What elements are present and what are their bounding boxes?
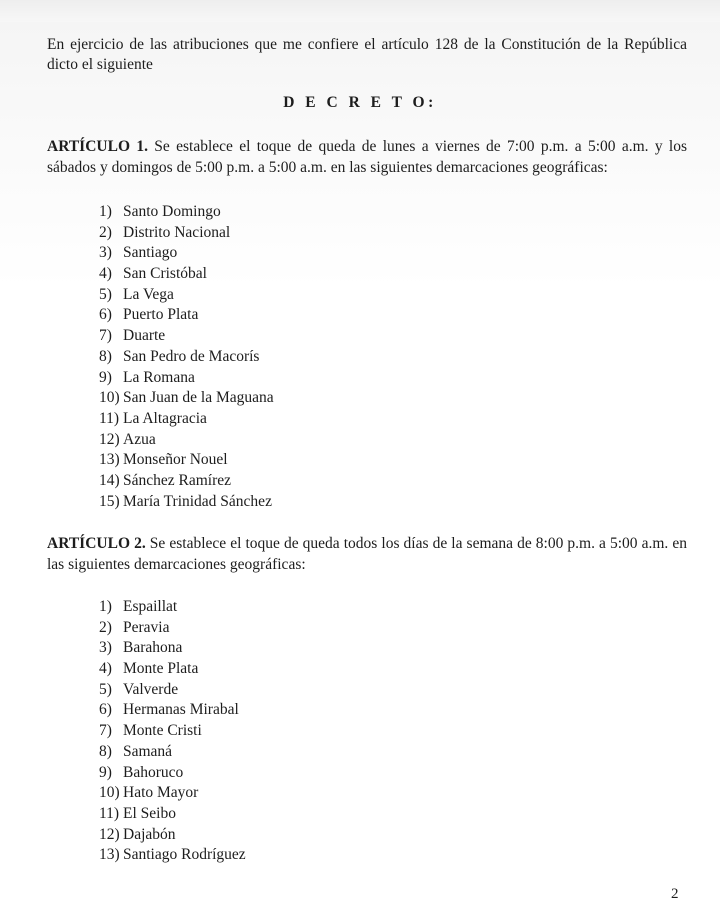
list-item-name: Espaillat	[123, 598, 178, 615]
list-item-number: 1)	[99, 203, 112, 220]
article-2	[47, 533, 687, 575]
list-item-name: Monte Cristi	[123, 722, 202, 740]
list-item-name: La Altagracia	[123, 409, 207, 427]
list-item-number: 4)	[99, 265, 112, 283]
decree-heading: D E C R E T O:	[283, 94, 437, 111]
list-item	[99, 721, 246, 742]
list-item-name: El Seibo	[123, 804, 176, 822]
list-item-number: 12)	[99, 430, 120, 448]
list-item-number: 6)	[99, 306, 112, 324]
list-item-number: 2)	[99, 618, 112, 636]
list-item	[99, 845, 246, 866]
list-item-number: 11)	[99, 409, 120, 427]
list-item	[99, 471, 274, 492]
list-item-name: San Juan de la Maguana	[123, 389, 274, 407]
article-1	[47, 136, 687, 178]
list-item-name: Hermanas Mirabal	[123, 701, 239, 719]
previous-page-edge	[0, 0, 720, 23]
list-item-name: Distrito Nacional	[123, 223, 231, 241]
list-item-number: 7)	[99, 327, 112, 345]
list-item-name: María Trinidad Sánchez	[123, 492, 272, 510]
list-item-number: 9)	[99, 763, 112, 781]
list-item	[99, 347, 274, 368]
intro-paragraph: En ejercicio de las atribuciones que me confiere el artículo 128 de la Constitución de la República dicto el siguiente	[47, 36, 687, 73]
list-item	[99, 305, 274, 326]
list-item-number: 4)	[99, 660, 112, 678]
list-item-name: Samaná	[123, 742, 173, 760]
list-item-name: Barahona	[123, 639, 183, 657]
list-item	[99, 763, 246, 784]
list-item-number: 11)	[99, 804, 120, 822]
page-number: 2	[671, 886, 679, 902]
list-item-number: 3)	[99, 639, 112, 657]
list-item-name: San Cristóbal	[123, 265, 207, 283]
article-1-text: Se establece el toque de queda de lunes a viernes de 7:00 p.m. a 5:00 a.m. y los sábados y domingos de 5:00 p.m. a 5:00 a.m. en las siguientes demarcaciones geográficas:	[47, 138, 688, 176]
article-1-province-list	[99, 202, 274, 512]
list-item-name: Hato Mayor	[123, 784, 199, 802]
list-item-number: 10)	[99, 784, 120, 802]
list-item-name: Dajabón	[123, 825, 176, 843]
list-item-name: Valverde	[123, 680, 179, 698]
list-item	[99, 597, 246, 618]
list-item	[99, 368, 274, 389]
list-item-number: 13)	[99, 846, 120, 864]
list-item-name: Sánchez Ramírez	[123, 471, 232, 489]
document-page	[0, 22, 720, 909]
list-item-name: Bahoruco	[123, 763, 184, 781]
list-item-number: 5)	[99, 285, 112, 303]
list-item	[99, 742, 246, 763]
list-item-name: Duarte	[123, 327, 166, 345]
list-item-number: 13)	[99, 451, 120, 469]
list-item	[99, 388, 274, 409]
list-item-number: 8)	[99, 347, 112, 365]
list-item-name: Santiago	[123, 244, 178, 262]
list-item	[99, 450, 274, 471]
list-item-name: La Romana	[123, 368, 195, 386]
list-item-name: Puerto Plata	[123, 306, 199, 324]
list-item-number: 14)	[99, 471, 120, 489]
article-2-text: Se establece el toque de queda todos los días de la semana de 8:00 p.m. a 5:00 a.m. en las siguientes demarcaciones geográficas:	[47, 535, 688, 573]
list-item	[99, 409, 274, 430]
list-item-name: Monseñor Nouel	[123, 451, 228, 469]
list-item	[99, 659, 246, 680]
list-item-number: 6)	[99, 701, 112, 719]
list-item	[99, 492, 274, 513]
list-item	[99, 618, 246, 639]
list-item-number: 10)	[99, 389, 120, 407]
list-item-name: Peravia	[123, 618, 170, 636]
list-item-number: 5)	[99, 680, 112, 698]
list-item	[99, 326, 274, 347]
list-item	[99, 243, 274, 264]
list-item	[99, 804, 246, 825]
list-item-name: Santo Domingo	[123, 203, 221, 220]
list-item-number: 8)	[99, 742, 112, 760]
list-item-name: Azua	[123, 430, 156, 448]
list-item-name: Santiago Rodríguez	[123, 846, 246, 864]
list-item	[99, 285, 274, 306]
list-item	[99, 223, 274, 244]
article-2-province-list	[99, 597, 246, 866]
list-item-number: 12)	[99, 825, 120, 843]
list-item-number: 9)	[99, 368, 112, 386]
list-item	[99, 264, 274, 285]
list-item-name: La Vega	[123, 285, 174, 303]
article-1-heading: ARTÍCULO 1.	[47, 138, 148, 155]
list-item-name: San Pedro de Macorís	[123, 347, 260, 365]
list-item	[99, 638, 246, 659]
list-item-name: Monte Plata	[123, 660, 199, 678]
list-item	[99, 783, 246, 804]
list-item-number: 1)	[99, 598, 112, 615]
list-item	[99, 680, 246, 701]
article-2-heading: ARTÍCULO 2.	[47, 535, 146, 552]
list-item	[99, 825, 246, 846]
list-item-number: 3)	[99, 244, 112, 262]
list-item-number: 15)	[99, 492, 120, 510]
list-item-number: 7)	[99, 722, 112, 740]
list-item-number: 2)	[99, 223, 112, 241]
list-item	[99, 430, 274, 451]
list-item	[99, 700, 246, 721]
list-item	[99, 202, 274, 223]
